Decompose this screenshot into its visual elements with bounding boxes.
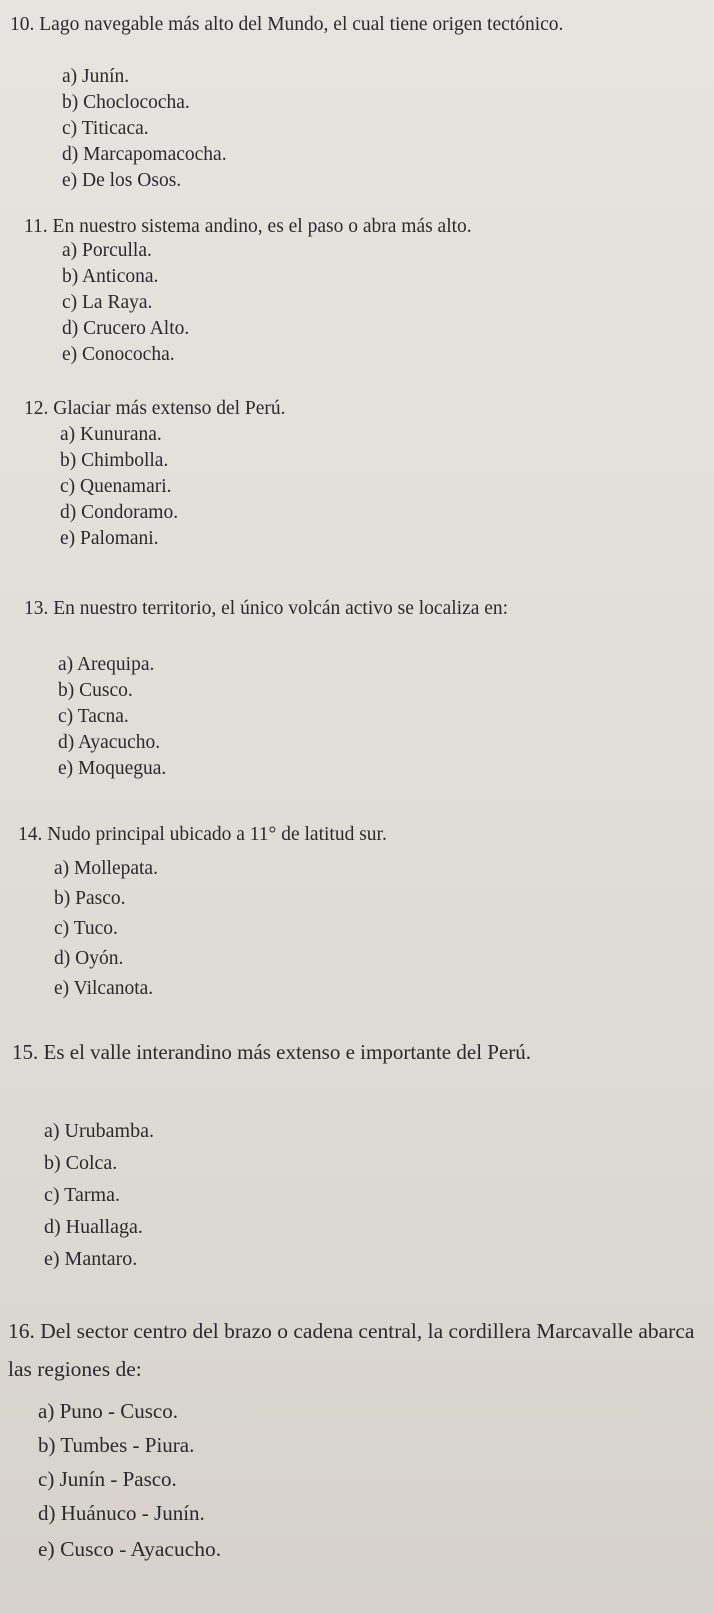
- question-number: 13.: [24, 598, 49, 619]
- option-c: c) Quenamari.: [60, 476, 172, 497]
- question-number: 12.: [24, 398, 49, 419]
- option-e: e) Palomani.: [60, 528, 159, 549]
- option-b: b) Tumbes - Piura.: [38, 1433, 195, 1457]
- option-e: e) Moquegua.: [58, 758, 167, 779]
- question-number: 11.: [24, 216, 48, 237]
- option-d: d) Condoramo.: [60, 502, 179, 523]
- question-text: Nudo principal ubicado a 11° de latitud sur.: [47, 824, 387, 845]
- option-a: a) Porculla.: [62, 240, 152, 261]
- option-c: c) Titicaca.: [62, 118, 149, 139]
- option-b: b) Pasco.: [54, 888, 126, 909]
- question-text: Del sector centro del brazo o cadena central, la cordillera Marcavalle abarca las regiones de:: [8, 1319, 695, 1381]
- option-d: d) Marcapomacocha.: [62, 144, 227, 165]
- option-d: d) Huánuco - Junín.: [38, 1501, 205, 1525]
- option-a: a) Mollepata.: [54, 858, 158, 879]
- question-number: 10.: [10, 14, 35, 35]
- question-number: 16.: [8, 1319, 35, 1343]
- question-stem: [24, 596, 664, 622]
- question-number: 14.: [18, 824, 43, 845]
- question-number: 15.: [12, 1040, 39, 1064]
- option-c: c) Junín - Pasco.: [38, 1467, 177, 1491]
- option-a: a) Arequipa.: [58, 654, 155, 675]
- option-e: e) Conococha.: [62, 344, 175, 365]
- option-a: a) Junín.: [62, 66, 130, 87]
- question-text: Lago navegable más alto del Mundo, el cual tiene origen tectónico.: [39, 14, 564, 35]
- question-stem: [12, 1034, 692, 1070]
- option-d: d) Crucero Alto.: [62, 318, 190, 339]
- option-c: c) Tuco.: [54, 918, 118, 939]
- option-b: b) Colca.: [44, 1152, 118, 1174]
- question-text: En nuestro territorio, el único volcán activo se localiza en:: [53, 598, 509, 619]
- option-b: b) Anticona.: [62, 266, 159, 287]
- question-stem: [24, 396, 714, 421]
- question-stem: [10, 12, 670, 37]
- option-d: d) Oyón.: [54, 948, 124, 969]
- option-a: a) Puno - Cusco.: [38, 1399, 178, 1423]
- option-b: b) Cusco.: [58, 680, 133, 701]
- question-text: Glaciar más extenso del Perú.: [53, 398, 286, 419]
- option-e: e) Cusco - Ayacucho.: [38, 1537, 222, 1561]
- option-e: e) Mantaro.: [44, 1248, 138, 1270]
- question-stem: [24, 214, 714, 239]
- option-c: c) Tarma.: [44, 1184, 120, 1206]
- question-stem: [18, 822, 708, 847]
- option-e: e) De los Osos.: [62, 170, 182, 191]
- option-a: a) Kunurana.: [60, 424, 162, 445]
- question-stem: [8, 1312, 698, 1388]
- option-b: b) Choclococha.: [62, 92, 190, 113]
- question-text: En nuestro sistema andino, es el paso o abra más alto.: [52, 216, 472, 237]
- option-e: e) Vilcanota.: [54, 978, 154, 999]
- option-c: c) Tacna.: [58, 706, 129, 727]
- option-d: d) Huallaga.: [44, 1216, 143, 1238]
- option-d: d) Ayacucho.: [58, 732, 161, 753]
- option-c: c) La Raya.: [62, 292, 153, 313]
- option-a: a) Urubamba.: [44, 1120, 154, 1142]
- question-text: Es el valle interandino más extenso e importante del Perú.: [43, 1040, 532, 1064]
- option-b: b) Chimbolla.: [60, 450, 169, 471]
